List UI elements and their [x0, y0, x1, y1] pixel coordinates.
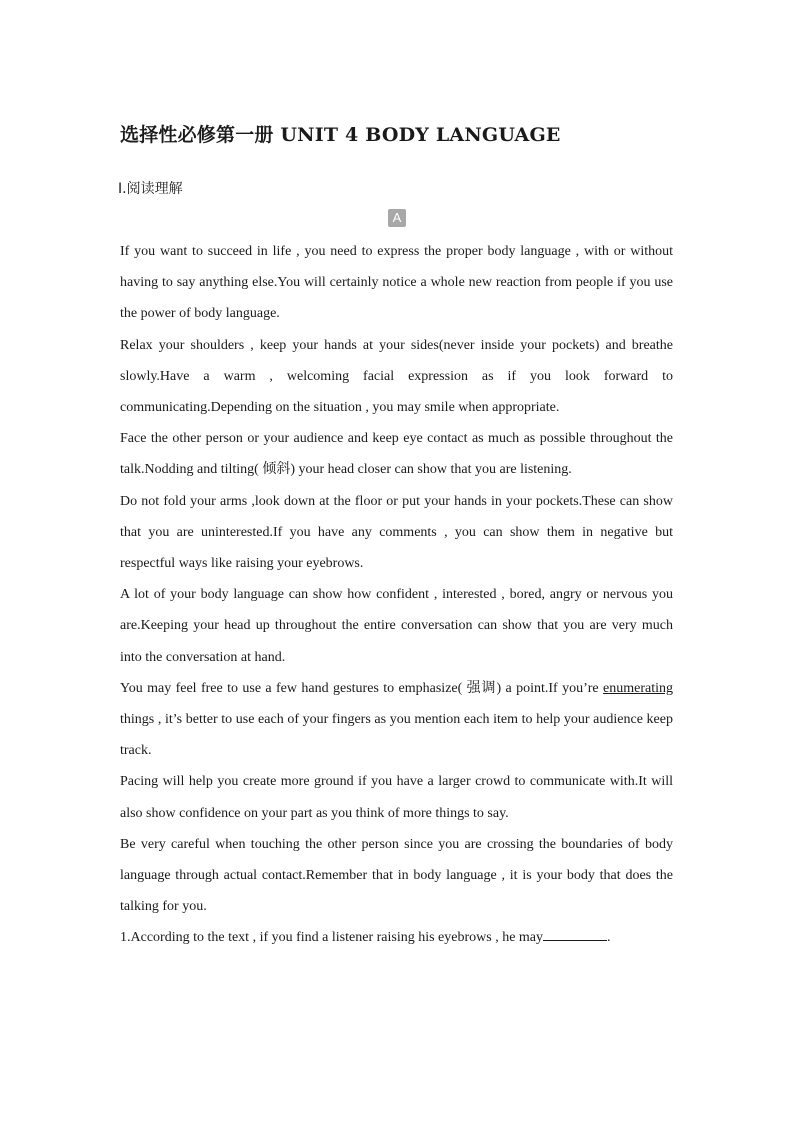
- paragraph: Pacing will help you create more ground if you have a larger crowd to communicate with.It will also show confidence on your part as you think of more things to say.: [120, 774, 673, 821]
- paragraph: Face the other person or your audience and keep eye contact as much as possible throughout the talk.Nodding and tilting( 倾斜) your head closer can show that you are listening.: [120, 431, 673, 478]
- paragraph: A lot of your body language can show how confident , interested , bored, angry or nervous you are.Keeping your head up throughout the entire conversation can show that you are very much into the conversation at hand.: [120, 587, 673, 665]
- paragraph-text: You may feel free to use a few hand gestures to emphasize( 强调) a point.If you’re: [120, 680, 604, 696]
- paragraph: Do not fold your arms ,look down at the floor or put your hands in your pockets.These can show that you are uninterested.If you have any comments , you can show them in negative but respectful ways like raising your eyebrows.: [120, 493, 673, 572]
- page-title: 选择性必修第一册 UNIT 4 BODY LANGUAGE: [120, 124, 561, 146]
- paragraph: Relax your shoulders , keep your hands at your sides(never inside your pockets) and breathe slowly.Have a warm , welcoming facial expression as if you look forward to communicating.Depending on the situation , you may smile when appropriate.: [120, 337, 673, 416]
- answer-blank[interactable]: [543, 926, 607, 941]
- section-heading: Ⅰ.阅读理解: [118, 181, 183, 197]
- passage-label-row: [0, 209, 794, 227]
- question-end: .: [607, 930, 611, 946]
- question-stem: 1.According to the text , if you find a listener raising his eyebrows , he may: [120, 930, 544, 946]
- underlined-word: enumerating: [603, 680, 673, 696]
- paragraph: If you want to succeed in life , you need to express the proper body language , with or without having to say anything else.You will certainly notice a whole new reaction from people if you use the power of body language.: [120, 244, 673, 322]
- passage-body: [120, 236, 673, 954]
- paragraph-with-underline: [120, 673, 673, 767]
- paragraph-text: things , it’s better to use each of your fingers as you mention each item to help your audience keep track.: [120, 712, 673, 759]
- question-1: [120, 922, 673, 953]
- paragraph: Be very careful when touching the other person since you are crossing the boundaries of body language through actual contact.Remember that in body language , it is your body that does the talking for you.: [120, 836, 673, 915]
- passage-label-badge: A: [388, 209, 406, 227]
